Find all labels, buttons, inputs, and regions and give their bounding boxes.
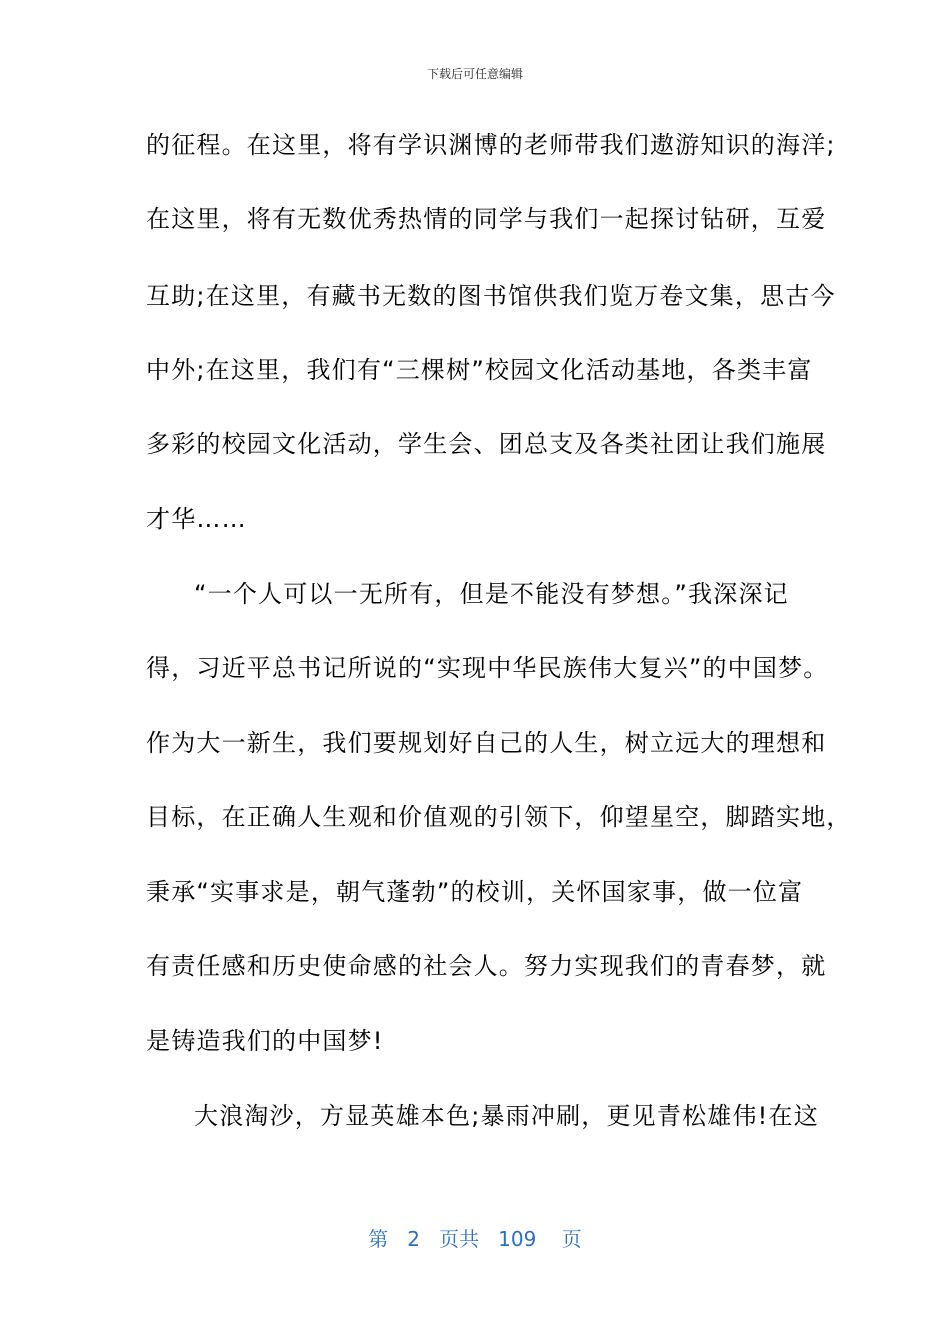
text-line: 在这里，将有无数优秀热情的同学与我们一起探讨钻研，互爱 [146, 205, 827, 233]
text-line: 才华…… [146, 505, 247, 533]
text-line: 多彩的校园文化活动，学生会、团总支及各类社团让我们施展 [146, 430, 827, 458]
text-line: 大浪淘沙，方显英雄本色;暴雨冲刷，更见青松雄伟!在这 [194, 1102, 819, 1130]
text-line: 的征程。在这里，将有学识渊博的老师带我们遨游知识的海洋; [146, 131, 836, 159]
total-pages-number: 109 [498, 1227, 537, 1251]
footer-middle: 页共 [439, 1227, 480, 1251]
text-line: 得，习近平总书记所说的“实现中华民族伟大复兴”的中国梦。 [146, 654, 829, 682]
text-line: 作为大一新生，我们要规划好自己的人生，树立远大的理想和 [146, 729, 827, 757]
text-line: 有责任感和历史使命感的社会人。努力实现我们的青春梦，就 [146, 952, 827, 980]
text-line: 秉承“实事求是，朝气蓬勃”的校训，关怀国家事，做一位富 [146, 878, 804, 906]
text-line: “一个人可以一无所有，但是不能没有梦想。”我深深记 [194, 580, 789, 608]
text-line: 互助;在这里，有藏书无数的图书馆供我们览万卷文集，思古今 [146, 282, 836, 310]
page-number-footer [0, 1226, 950, 1252]
footer-prefix: 第 [368, 1227, 389, 1251]
page-header: 下载后可任意编辑 [426, 67, 523, 81]
text-line: 是铸造我们的中国梦! [146, 1027, 384, 1055]
current-page-number: 2 [407, 1227, 421, 1251]
text-line: 中外;在这里，我们有“三棵树”校园文化活动基地，各类丰富 [146, 356, 813, 384]
footer-suffix: 页 [561, 1227, 582, 1251]
text-line: 目标，在正确人生观和价值观的引领下，仰望星空，脚踏实地， [146, 803, 852, 831]
